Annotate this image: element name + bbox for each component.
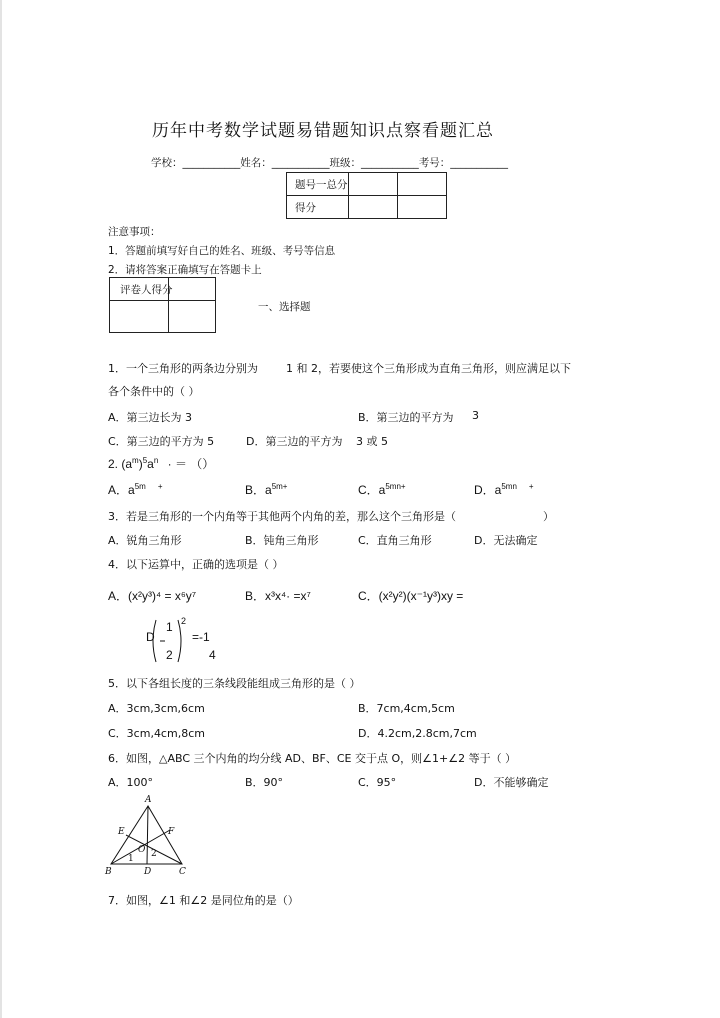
q3-option-d: D．无法确定 — [474, 534, 538, 547]
page-edge — [0, 0, 2, 1018]
grader-box — [109, 277, 216, 333]
student-info-line: 学校：___________姓名：___________班级：___________考号：___________ — [151, 157, 508, 169]
q4-option-d-den: 4 — [209, 648, 216, 662]
fig-label-f: F — [168, 827, 175, 837]
q1-option-d: D．第三边的平方为 — [246, 435, 343, 448]
q4-option-d-label: D — [146, 630, 155, 644]
fig-label-e: E — [118, 827, 125, 837]
q4-option-d-parentheses — [150, 618, 190, 664]
q6-option-c: C．95° — [358, 776, 397, 789]
q2-option-d: D．$a^{5mn}$ + — [474, 482, 534, 497]
q1-stem-b: 1 和 2，若要使这个三角形成为直角三角形，则应满足以下 — [286, 362, 571, 375]
q3-option-a: A．锐角三角形 — [108, 534, 182, 547]
q2-option-b: B．$a^{5m+}$ — [245, 482, 288, 497]
q4-option-d-denominator: 2 — [166, 648, 173, 662]
q4-option-d-numerator: 1 — [166, 620, 173, 634]
q4-option-d-exponent: 2 — [181, 616, 187, 626]
q1-option-a: A．第三边长为 3 — [108, 411, 193, 424]
q1-option-b: B．第三边的平方为 — [358, 411, 454, 424]
q4-stem: 4．以下运算中，正确的选项是（ ） — [108, 558, 284, 571]
notes-heading: 注意事项： — [108, 226, 161, 238]
q2-option-a: A．$a^{5m}$ + — [108, 482, 163, 497]
q7-stem: 7．如图，∠1 和∠2 是同位角的是（） — [108, 894, 299, 907]
fig-label-c: C — [179, 867, 186, 877]
note-item: 2．请将答案正确填写在答题卡上 — [108, 264, 262, 276]
q5-option-b: B．7cm,4cm,5cm — [358, 702, 455, 715]
score-table-row-label: 得分 — [287, 196, 349, 219]
grader-label: 评卷人得分 — [120, 284, 173, 296]
q2-expression: 2. $(a^m)^5a^n$ · ＝ （） — [108, 456, 215, 471]
fig-label-angle-1: 1 — [128, 854, 134, 864]
q1-option-d-value: 3 或 5 — [356, 435, 388, 448]
page-title: 历年中考数学试题易错题知识点察看题汇总 — [152, 121, 494, 141]
fig-label-angle-2: 2 — [151, 849, 157, 859]
q6-option-b: B．90° — [245, 776, 284, 789]
q1-stem-c: 各个条件中的（ ） — [108, 385, 200, 398]
fig-label-o: O — [138, 845, 146, 855]
q5-stem: 5．以下各组长度的三条线段能组成三角形的是（ ） — [108, 677, 361, 690]
q2-option-c: C．$a^{5mn+}$ — [358, 482, 406, 497]
q6-triangle-figure — [104, 792, 194, 882]
q6-option-d: D．不能够确定 — [474, 776, 549, 789]
q4-option-c: C．(x²y²)(x⁻¹y³)xy = — [358, 589, 464, 603]
q6-option-a: A．100° — [108, 776, 154, 789]
score-table-cell — [348, 196, 397, 219]
score-table-header: 题号一总分 — [287, 173, 349, 196]
q3-stem: 3．若是三角形的一个内角等于其他两个内角的差，那么这个三角形是（ — [108, 510, 456, 523]
q3-option-b: B．钝角三角形 — [245, 534, 319, 547]
fig-label-b: B — [105, 867, 112, 877]
q4-option-b: B．x³x⁴· =x⁷ — [245, 589, 311, 603]
section-heading: 一、选择题 — [258, 301, 311, 313]
q1-option-c: C．第三边的平方为 5 — [108, 435, 215, 448]
note-item: 1．答题前填写好自己的姓名、班级、考号等信息 — [108, 245, 336, 257]
q3-stem-close: ） — [543, 510, 554, 523]
score-table — [286, 172, 447, 219]
q5-option-a: A．3cm,3cm,6cm — [108, 702, 205, 715]
fig-label-a: A — [145, 795, 152, 805]
q1-stem-a: 1．一个三角形的两条边分别为 — [108, 362, 258, 375]
q3-option-c: C．直角三角形 — [358, 534, 432, 547]
score-table-cell — [397, 196, 446, 219]
q4-option-d-equals: =-1 — [192, 630, 210, 644]
q5-option-c: C．3cm,4cm,8cm — [108, 727, 205, 740]
q5-option-d: D．4.2cm,2.8cm,7cm — [358, 727, 477, 740]
q4-option-a: A．(x²y³)⁴ = x⁶y⁷ — [108, 589, 197, 603]
score-table-cell — [397, 173, 446, 196]
fig-label-d: D — [144, 867, 152, 877]
q1-option-b-value: 3 — [472, 409, 479, 422]
q6-stem: 6．如图，△ABC 三个内角的均分线 AD、BF、CE 交于点 O，则∠1+∠2 等于（ ） — [108, 752, 517, 765]
score-table-cell — [348, 173, 397, 196]
bisector-ad — [147, 806, 148, 864]
